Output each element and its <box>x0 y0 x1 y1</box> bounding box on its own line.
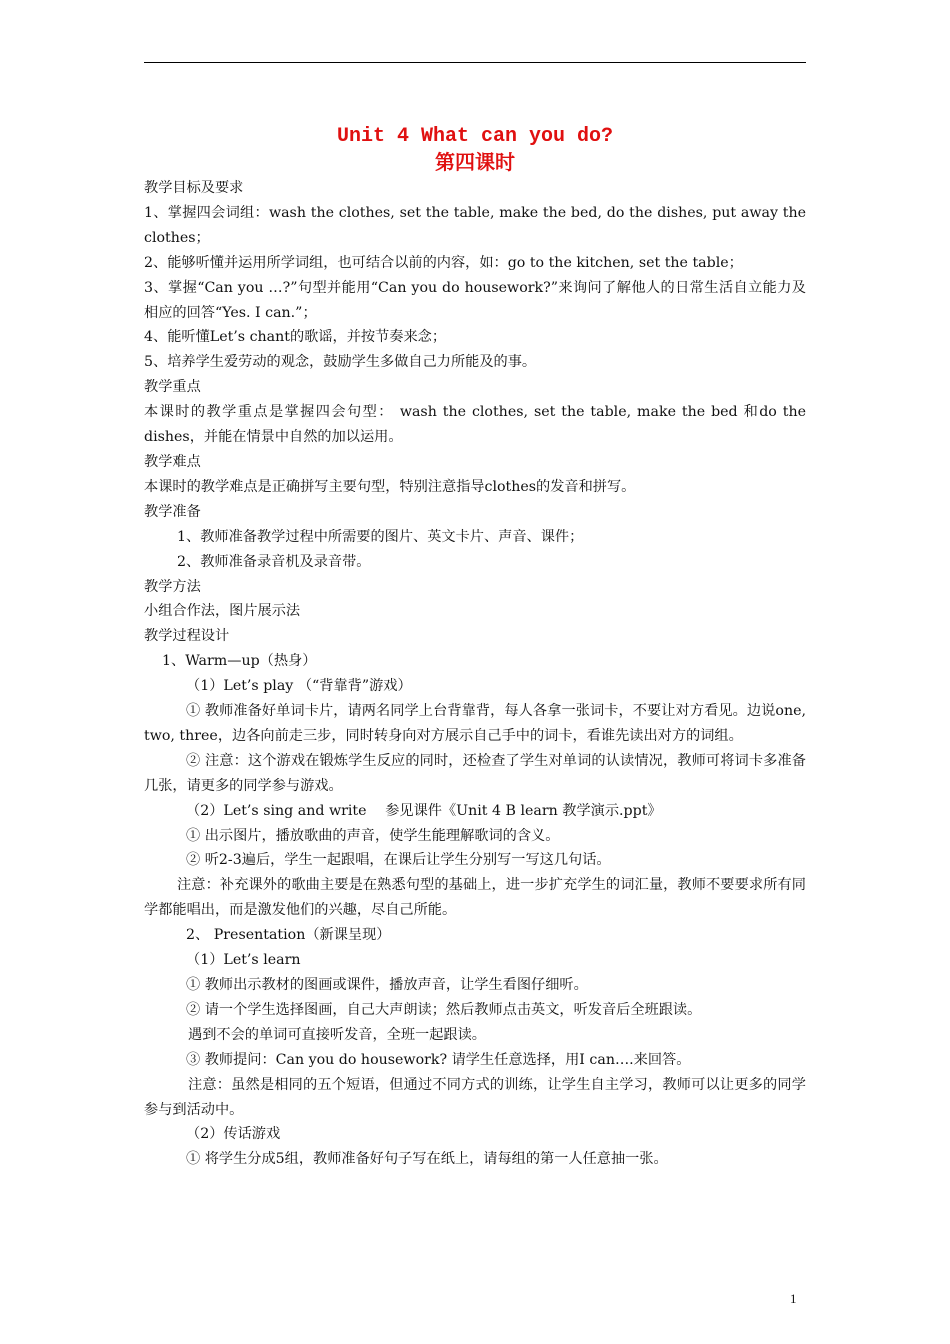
learn-instruction-2-cont: 遇到不会的单词可直接听发音，全班一起跟读。 <box>188 1026 486 1043</box>
sing-note: 注意：补充课外的歌曲主要是在熟悉句型的基础上，进一步扩充学生的词汇量，教师不要要求所有同学都能唱出，而是激发他们的兴趣，尽自己所能。 <box>144 877 806 919</box>
heading-objectives: 教学目标及要求 <box>144 180 244 196</box>
learn-instruction-2: ② 请一个学生选择图画，自己大声朗读；然后教师点击英文，听发音后全班跟读。 <box>186 1001 702 1018</box>
header-rule <box>144 62 806 63</box>
methods-text: 小组合作法，图片展示法 <box>144 603 301 620</box>
objective-4: 4、能听懂Let’s chant的歌谣，并按节奏来念； <box>144 329 447 346</box>
activity-lets-sing: （2）Let’s sing and write 参见课件《Unit 4 B learn 教学演示.ppt》 <box>186 802 662 819</box>
sing-instruction-2: ② 听2-3遍后，学生一起跟唱，在课后让学生分别写一写这几句话。 <box>186 852 611 869</box>
sing-instruction-1: ① 出示图片，播放歌曲的声音，使学生能理解歌词的含义。 <box>186 827 560 844</box>
activity-message-game: （2）传话游戏 <box>186 1126 281 1143</box>
step-warm-up: 1、Warm—up（热身） <box>162 653 317 670</box>
game-instruction-1: ① 将学生分成5组，教师准备好句子写在纸上，请每组的第一人任意抽一张。 <box>186 1151 668 1168</box>
objective-5: 5、培养学生爱劳动的观念，鼓励学生多做自己力所能及的事。 <box>144 354 537 371</box>
learn-instruction-1: ① 教师出示教材的图画或课件，播放声音，让学生看图仔细听。 <box>186 977 588 993</box>
objective-1: 1、掌握四会词组：wash the clothes, set the table, make the bed, do the dishes, put away the clothes； <box>144 204 806 246</box>
document-body <box>144 124 806 1172</box>
document-subtitle: 第四课时 <box>435 150 515 174</box>
learn-note: 注意：虽然是相同的五个短语，但通过不同方式的训练，让学生自主学习，教师可以让更多的同学参与到活动中。 <box>144 1076 806 1118</box>
heading-process: 教学过程设计 <box>144 628 230 645</box>
learn-instruction-3: ③ 教师提问：Can you do housework? 请学生任意选择，用I can….来回答。 <box>186 1051 691 1068</box>
play-instruction-1: ① 教师准备好单词卡片，请两名同学上台背靠背，每人各拿一张词卡，不要让对方看见。边说one, two, three，边各向前走三步，同时转身向对方展示自己手中的词卡，看谁先读出对方的词组。 <box>144 703 806 744</box>
heading-difficulties: 教学难点 <box>144 453 201 470</box>
key-points-text: 本课时的教学重点是掌握四会句型： wash the clothes, set the table, make the bed 和do the dishes，并能在情景中自然的加以运用。 <box>144 404 806 446</box>
preparation-2: 2、教师准备录音机及录音带。 <box>177 553 371 570</box>
document-title: Unit 4 What can you do? <box>336 125 614 148</box>
heading-methods: 教学方法 <box>144 578 201 595</box>
objective-2: 2、能够听懂并运用所学词组，也可结合以前的内容，如：go to the kitchen, set the table； <box>144 254 743 271</box>
difficulties-text: 本课时的教学难点是正确拼写主要句型，特别注意指导clothes的发音和拼写。 <box>144 478 636 495</box>
heading-preparation: 教学准备 <box>144 503 201 520</box>
activity-lets-learn: （1）Let’s learn <box>186 952 301 969</box>
objective-3: 3、掌握“Can you …?”句型并能用“Can you do housework?”来询问了解他人的日常生活自立能力及相应的回答“Yes. I can.”； <box>144 279 806 321</box>
page-number: 1 <box>790 1291 797 1306</box>
heading-key-points: 教学重点 <box>144 379 201 396</box>
preparation-1: 1、教师准备教学过程中所需要的图片、英文卡片、声音、课件； <box>177 528 584 545</box>
play-note: ② 注意：这个游戏在锻炼学生反应的同时，还检查了学生对单词的认读情况，教师可将词卡多准备几张，请更多的同学参与游戏。 <box>144 752 806 794</box>
activity-lets-play: （1）Let’s play （“背靠背”游戏） <box>186 678 412 695</box>
step-presentation: 2、 Presentation（新课呈现） <box>186 927 391 944</box>
